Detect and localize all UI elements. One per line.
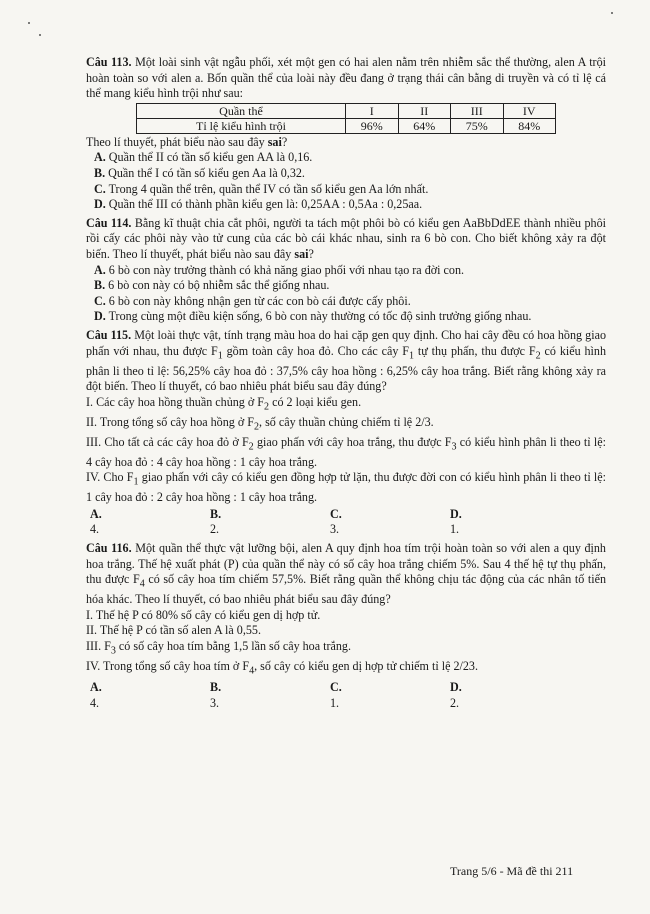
statement-4: IV. Trong tổng số cây hoa tím ở $F_4$, số cây có kiểu gen dị hợp tử chiếm tỉ lệ 2/23. [86, 659, 478, 677]
question-114: Câu 114. Bằng kĩ thuật chia cắt phôi, người ta tách một phôi bò có kiểu gen AaBbDdEE thành nhiều phôi rồi cấy các phôi này vào tử cung của các bò cái khác nhau, sinh ra 6 bò con. Cho biết không xảy ra đột biến. Theo lí thuyết, phát biểu nào sau đây sai? A. 6 bò con này trưởng thành có khả năng giao phối với nhau tạo ra đời con. B. 6 bò con này có bộ nhiễm sắc thể giống nhau. C. 6 bò con này không nhận gen từ các con bò cái được cấy phôi. D. Trong cùng một điều kiện sống, 6 bò con này thường có tốc độ sinh trưởng giống nhau. [86, 215, 606, 324]
answer-choices [86, 680, 606, 711]
scan-speck [28, 22, 30, 24]
table-row [137, 103, 556, 118]
scan-speck [611, 12, 613, 14]
question-113 [86, 55, 606, 213]
answer-c[interactable]: C. 3. [330, 506, 342, 537]
answer-c[interactable]: C. 1. [330, 680, 342, 710]
question-label: Câu 116. [86, 541, 132, 556]
option-d[interactable]: D. Quần thể III có thành phần kiểu gen là: 0,25AA : 0,5Aa : 0,25aa. [94, 197, 423, 212]
scan-speck [39, 34, 41, 36]
question-115: Câu 115. Một loài thực vật, tính trạng màu hoa do hai cặp gen quy định. Cho hai cây đều có hoa hồng giao phấn với nhau, thu được $F_1$ gồm toàn cây hoa đỏ. Cho các cây $F_1$ tự thụ phấn, thu được $F_2$ có kiểu hình phân li theo tỉ lệ: 56,25% cây hoa đỏ : 37,5% cây hoa hồng : 6,25% cây hoa trắng. Biết rằng không xảy ra đột biến. Theo lí thuyết, có bao nhiêu phát biểu sau đây đúng? I. Các cây hoa hồng thuần chủng ở $F_2$ có 2 loại kiểu gen. II. Trong tổng số cây hoa hồng ở $F_2$, số cây thuần chủng chiếm tỉ lệ 2/3. III. Cho tất cả các cây hoa đỏ ở $F_2$ giao phấn với cây hoa trắng, thu được $F_3$ có kiểu hình phân li theo tỉ lệ: 4 cây hoa đỏ : 4 cây hoa hồng : 1 cây hoa trắng. IV. Cho $F_1$ giao phấn với cây có kiểu gen đồng hợp tử lặn, thu được đời con có kiểu hình phân li theo tỉ lệ: 1 cây hoa đỏ : 2 cây hoa hồng : 1 cây hoa trắng. A. 4. B. 2. C. 3. D. 1. [86, 327, 607, 537]
table-cell: I [346, 103, 399, 118]
question-label: Câu 113. [86, 55, 132, 69]
question-text: Bằng kĩ thuật chia cắt phôi, người ta tách một phôi bò có kiểu gen AaBbDdEE thành nhiều phôi rồi cấy các phôi này vào tử cung của các bò cái khác nhau, sinh ra 6 bò con. Cho biết không xảy ra đột biến. Theo lí thuyết, phát biểu nào sau đây [86, 215, 606, 261]
statement-3: III. Cho tất cả các cây hoa đỏ ở $F_2$ giao phấn với cây hoa trắng, thu được $F_3$ có kiểu hình phân li theo tỉ lệ: 4 cây hoa đỏ : 4 cây hoa hồng : 1 cây hoa trắng. [86, 434, 606, 469]
phenotype-table [136, 103, 556, 134]
answer-a[interactable]: A. 4. [90, 680, 102, 710]
option-b[interactable]: B. Quần thể I có tần số kiểu gen Aa là 0,32. [94, 165, 305, 180]
answer-b[interactable]: B. 2. [210, 506, 222, 537]
option-d[interactable]: D. Trong cùng một điều kiện sống, 6 bò con này thường có tốc độ sinh trưởng giống nhau. [94, 309, 532, 324]
table-cell: 84% [503, 118, 556, 133]
answer-choices [86, 507, 606, 538]
table-cell: 96% [346, 118, 399, 133]
table-cell: 64% [398, 118, 451, 133]
option-a[interactable]: A. 6 bò con này trưởng thành có khả năng giao phối với nhau tạo ra đời con. [94, 262, 465, 277]
table-cell: II [398, 103, 451, 118]
table-cell: Tỉ lệ kiểu hình trội [137, 118, 346, 133]
option-a[interactable]: A. Quần thể II có tần số kiểu gen AA là 0,16. [94, 150, 313, 165]
option-c[interactable]: C. Trong 4 quần thể trên, quần thể IV có tần số kiểu gen Aa lớn nhất. [94, 181, 429, 196]
table-row [137, 118, 556, 133]
table-cell: III [451, 103, 504, 118]
answer-d[interactable]: D. 1. [450, 506, 462, 537]
table-cell: 75% [451, 118, 504, 133]
statement-1: I. Thế hệ P có 80% số cây có kiểu gen dị hợp tử. [86, 607, 321, 622]
statement-2: II. Trong tổng số cây hoa hồng ở $F_2$, số cây thuần chủng chiếm tỉ lệ 2/3. [86, 414, 434, 433]
statement-1: I. Các cây hoa hồng thuần chủng ở $F_2$ có 2 loại kiểu gen. [86, 394, 362, 413]
statement-2: II. Thế hệ P có tần số alen A là 0,55. [86, 623, 261, 638]
option-b[interactable]: B. 6 bò con này có bộ nhiễm sắc thể giống nhau. [94, 278, 330, 293]
answer-b[interactable]: B. 3. [210, 680, 222, 710]
answer-d[interactable]: D. 2. [450, 680, 462, 710]
question-label: Câu 115. [86, 327, 132, 342]
table-cell: Quần thể [137, 103, 346, 118]
question-text: Một loài sinh vật ngẫu phối, xét một gen có hai alen nằm trên nhiễm sắc thể thường, alen A trội hoàn toàn so với alen a. Bốn quần thể của loài này đều đang ở trạng thái cân bằng di truyền và có tỉ lệ cá thể mang kiểu hình trội như sau: [86, 55, 606, 101]
statement-3: III. $F_3$ có số cây hoa tím bằng 1,5 lần số cây hoa trắng. [86, 639, 351, 657]
exam-page [86, 52, 606, 711]
table-cell: IV [503, 103, 556, 118]
question-116: Câu 116. Một quần thể thực vật lưỡng bội, alen A quy định hoa tím trội hoàn toàn so với alen a quy định hoa trắng. Thế hệ xuất phát (P) của quần thể này có số cây hoa trắng chiếm 5%. Sau 4 thế hệ tự thụ phấn, thu được $F_4$ có số cây hoa tím chiếm 57,5%. Biết rằng quần thể không chịu tác động của các nhân tố tiến hóa khác. Theo lí thuyết, có bao nhiêu phát biểu sau đây đúng? I. Thế hệ P có 80% số cây có kiểu gen dị hợp tử. II. Thế hệ P có tần số alen A là 0,55. III. $F_3$ có số cây hoa tím bằng 1,5 lần số cây hoa trắng. IV. Trong tổng số cây hoa tím ở $F_4$, số cây có kiểu gen dị hợp tử chiếm tỉ lệ 2/23. A. 4. B. 3. C. 1. D. 2. [86, 541, 606, 710]
page-footer: Trang 5/6 - Mã đề thi 211 [450, 864, 574, 878]
question-label: Câu 114. [86, 215, 132, 230]
answer-a[interactable]: A. 4. [90, 506, 102, 537]
option-c[interactable]: C. 6 bò con này không nhận gen từ các con bò cái được cấy phôi. [94, 293, 411, 308]
question-prompt: Theo lí thuyết, phát biểu nào sau đây sai? [86, 134, 288, 149]
statement-4: IV. Cho $F_1$ giao phấn với cây có kiểu gen đồng hợp tử lặn, thu được đời con có kiểu hình phân li theo tỉ lệ: 1 cây hoa đỏ : 2 cây hoa hồng : 1 cây hoa trắng. [86, 470, 606, 505]
